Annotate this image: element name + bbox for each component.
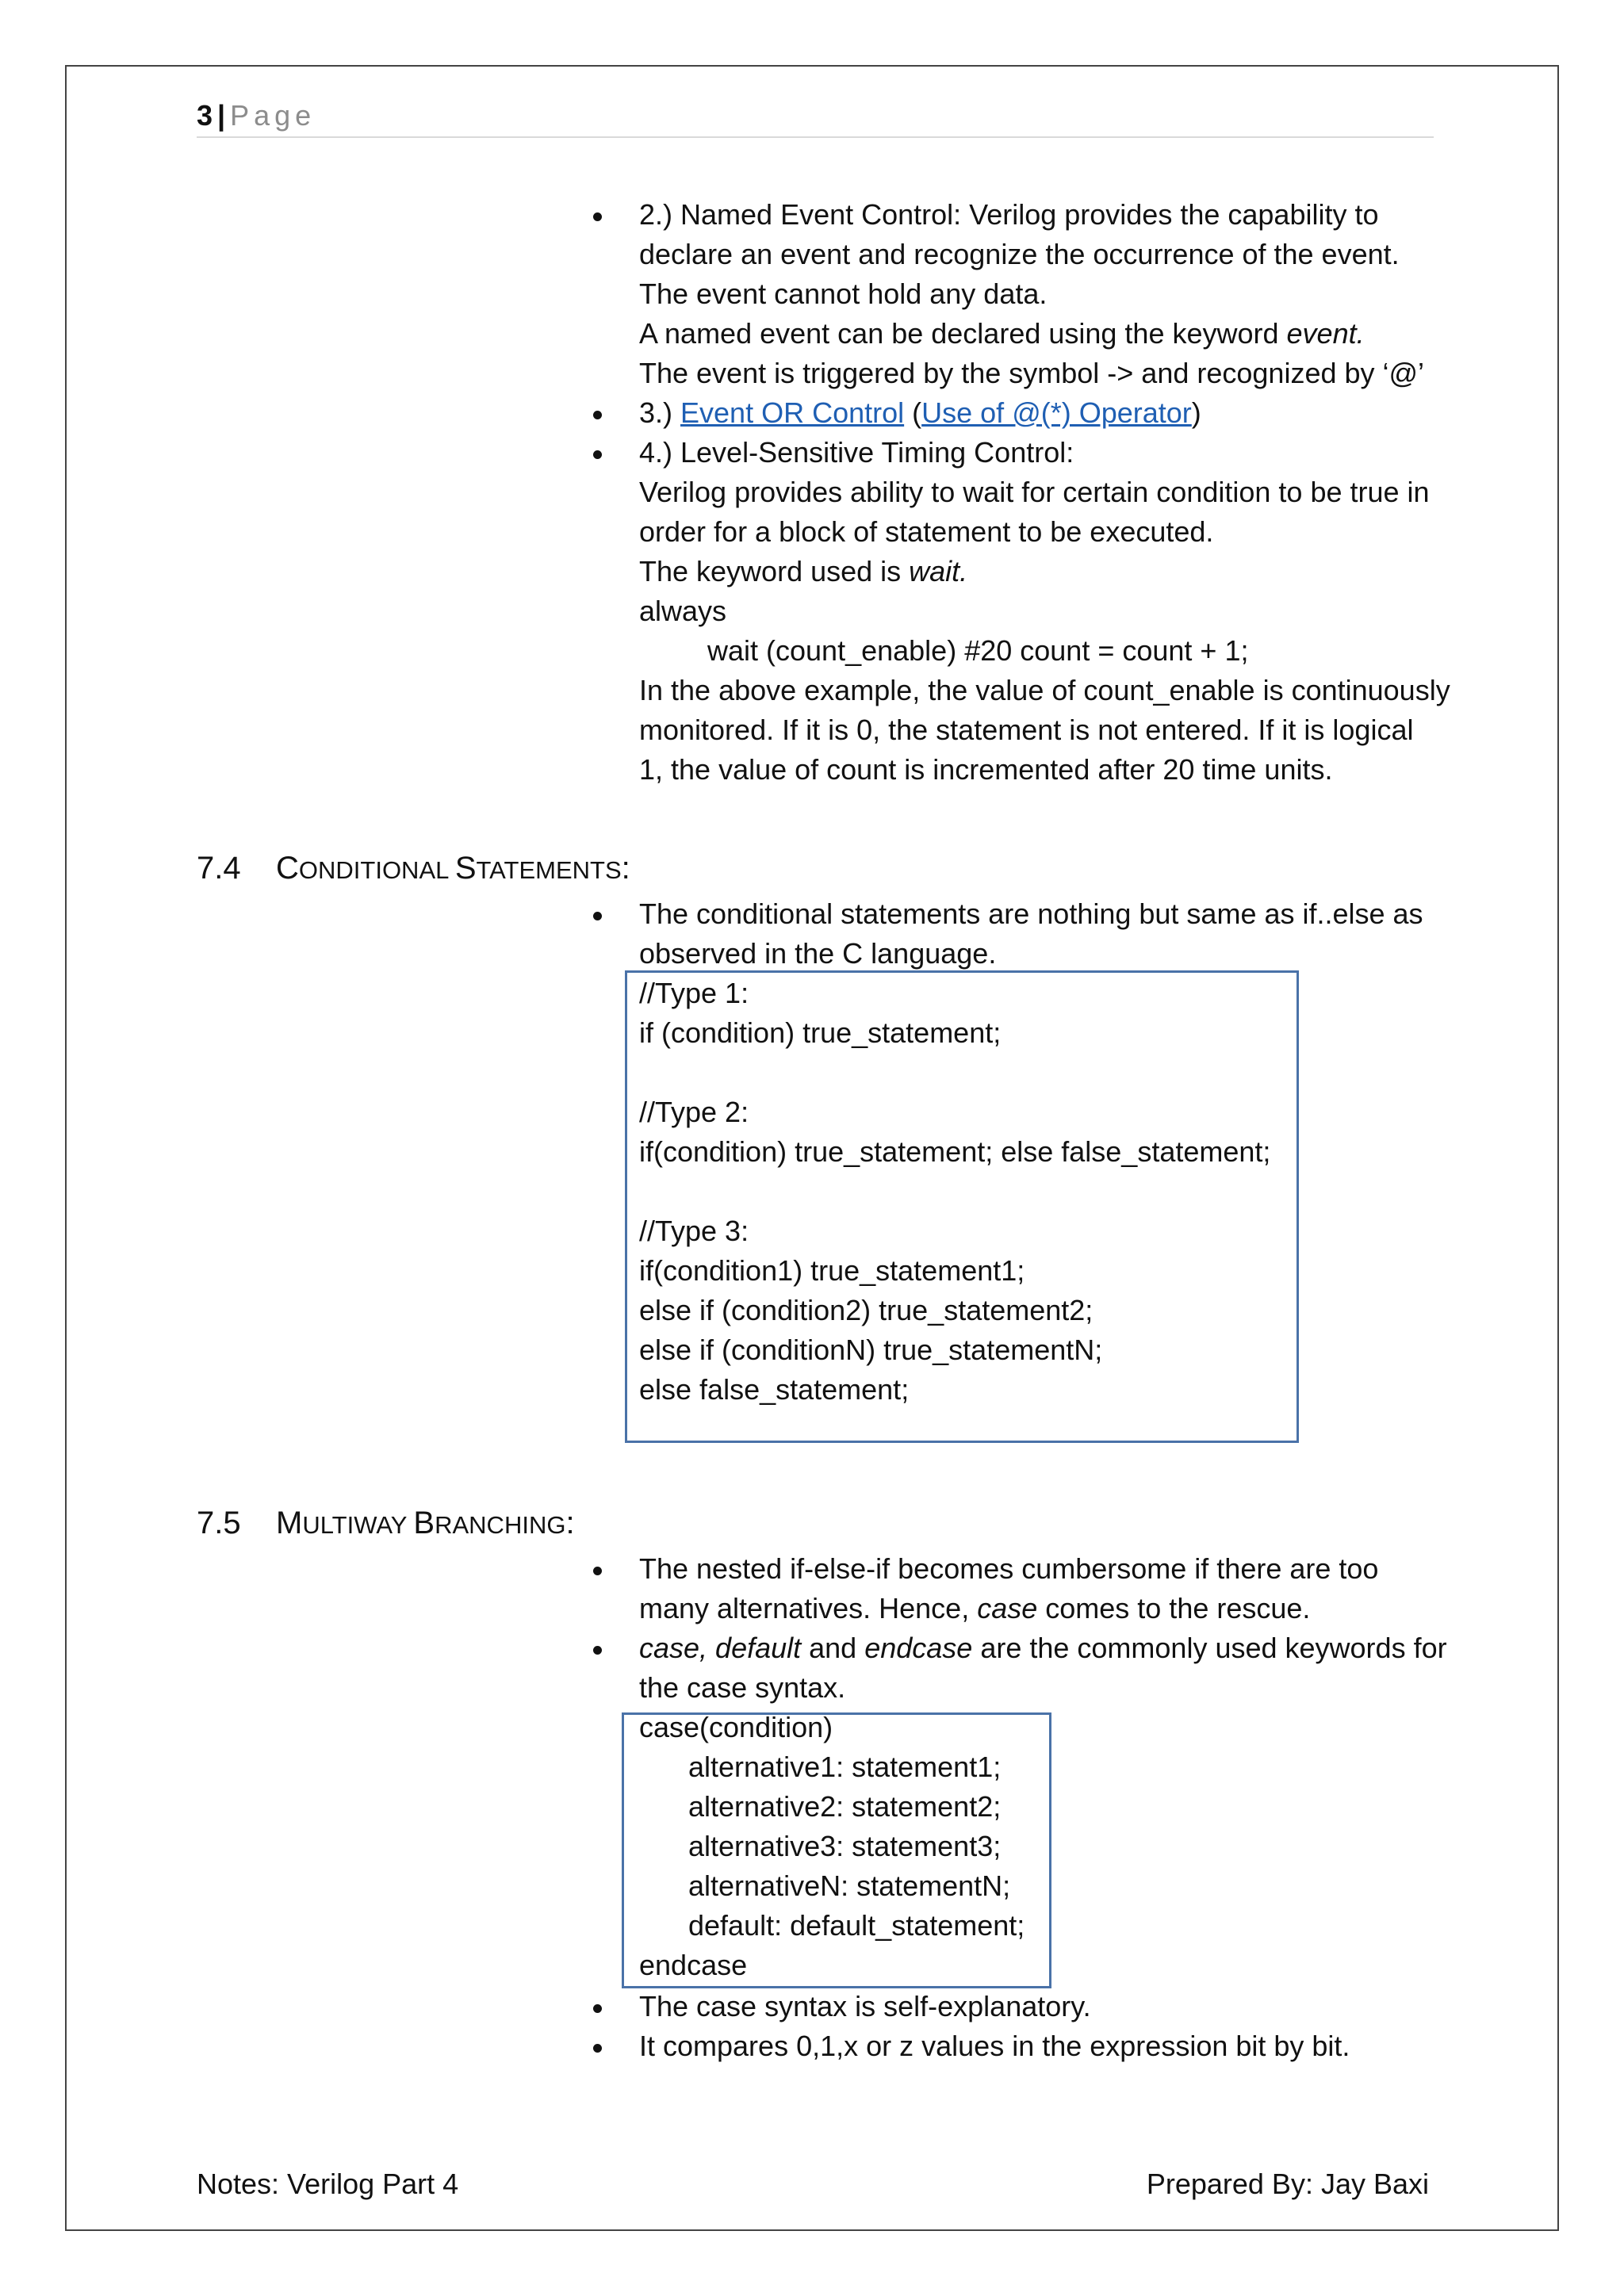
code-line: //Type 1:	[639, 977, 749, 1009]
text-line: The event cannot hold any data.	[639, 277, 1048, 310]
keyword-case: case	[977, 1592, 1038, 1624]
bullet-icon	[593, 912, 602, 920]
event-or-control-link[interactable]: Event OR Control	[680, 396, 905, 429]
footer-left: Notes: Verilog Part 4	[197, 2168, 459, 2200]
conditional-code	[639, 974, 1432, 1410]
list-item-case-keywords	[639, 1628, 1447, 1708]
text-segment: comes to the rescue.	[1037, 1592, 1311, 1624]
use-of-operator-link[interactable]: Use of @(*) Operator	[921, 396, 1192, 429]
code-line: else false_statement;	[639, 1373, 910, 1406]
bullet-icon	[593, 1646, 602, 1655]
text-line: 2.) Named Event Control: Verilog provides the capability to	[639, 198, 1379, 231]
list-item-self-explanatory	[639, 1987, 1432, 2026]
text-line	[639, 1589, 1432, 1628]
code-line: else if (condition2) true_statement2;	[639, 1294, 1094, 1326]
code-line	[639, 1172, 1432, 1211]
code-line: case(condition)	[639, 1711, 833, 1743]
code-line: alternative1: statement1;	[688, 1751, 1002, 1783]
bullet-icon	[593, 2004, 602, 2013]
list-item-level-sensitive	[639, 433, 1450, 790]
text-segment: many alternatives. Hence,	[639, 1592, 978, 1624]
text-line: It compares 0,1,x or z values in the expression bit by bit.	[639, 2030, 1350, 2062]
code-line	[639, 1053, 1432, 1093]
event-control-list	[639, 195, 1450, 790]
text-segment: (	[904, 396, 922, 429]
keyword-case-default: case, default	[639, 1632, 802, 1664]
section-number: 7.5	[197, 1506, 241, 1540]
text-segment: and	[801, 1632, 865, 1664]
text-segment: The keyword used is	[639, 555, 910, 587]
text-line: The event is triggered by the symbol -> and recognized by ‘@’	[639, 357, 1425, 389]
bullet-icon	[593, 1567, 602, 1575]
text-line: The conditional statements are nothing but same as if..else as	[639, 897, 1423, 930]
section-7-4-heading	[197, 848, 630, 890]
code-line: always	[639, 595, 727, 627]
code-line: else if (conditionN) true_statementN;	[639, 1334, 1103, 1366]
text-line	[639, 552, 1432, 591]
text-segment: A named event can be declared using the keyword	[639, 317, 1287, 350]
text-line: The nested if-else-if becomes cumbersome if there are too	[639, 1552, 1379, 1585]
bullet-icon	[593, 450, 602, 459]
keyword-endcase: endcase	[864, 1632, 973, 1664]
list-item-nested-if	[639, 1549, 1432, 1628]
page-label: Page	[230, 99, 316, 132]
text-line	[639, 393, 1432, 433]
code-line: if (condition) true_statement;	[639, 1016, 1002, 1049]
section-number: 7.4	[197, 851, 241, 886]
bullet-icon	[593, 2044, 602, 2053]
list-item-conditional	[639, 894, 1432, 974]
text-line: monitored. If it is 0, the statement is not entered. If it is logical	[639, 714, 1414, 746]
text-line: The case syntax is self-explanatory.	[639, 1990, 1091, 2022]
code-line: alternative2: statement2;	[688, 1790, 1002, 1823]
section-7-5-heading	[197, 1503, 575, 1545]
text-line: observed in the C language.	[639, 937, 997, 970]
heading-letters: ULTIWAY	[302, 1511, 414, 1539]
text-line	[639, 1628, 1447, 1668]
list-item-event-or	[639, 393, 1432, 433]
text-line: In the above example, the value of count_enable is continuously	[639, 674, 1450, 706]
code-line: alternativeN: statementN;	[688, 1869, 1011, 1902]
heading-letter: M	[276, 1506, 303, 1540]
code-line: alternative3: statement3;	[688, 1830, 1002, 1862]
heading-colon: :	[565, 1506, 575, 1540]
text-segment: )	[1191, 396, 1201, 429]
code-line: if(condition1) true_statement1;	[639, 1254, 1025, 1287]
heading-letters: RANCHING	[435, 1511, 566, 1539]
code-line: //Type 3:	[639, 1215, 749, 1247]
keyword-event: event.	[1286, 317, 1365, 350]
text-segment: are the commonly used keywords for	[972, 1632, 1447, 1664]
page-number: 3	[197, 99, 213, 132]
text-line: Verilog provides ability to wait for certain condition to be true in	[639, 476, 1430, 508]
text-line: 4.) Level-Sensitive Timing Control:	[639, 436, 1074, 469]
bullet-icon	[593, 212, 602, 221]
multiway-list	[639, 1549, 1447, 1708]
code-line: endcase	[639, 1949, 748, 1981]
code-line: wait (count_enable) #20 count = count + 1;	[707, 634, 1249, 667]
case-notes-list	[639, 1987, 1432, 2066]
conditional-list	[639, 894, 1432, 974]
code-line: if(condition) true_statement; else false_statement;	[639, 1135, 1271, 1168]
code-line: default: default_statement;	[688, 1909, 1025, 1942]
heading-letter: C	[276, 851, 299, 886]
code-line: //Type 2:	[639, 1096, 749, 1128]
text-line: declare an event and recognize the occurrence of the event.	[639, 238, 1400, 270]
heading-letters: TATEMENTS	[476, 856, 622, 884]
keyword-wait: wait.	[909, 555, 968, 587]
text-line: order for a block of statement to be executed.	[639, 515, 1214, 548]
list-item-named-event	[639, 195, 1432, 393]
text-line: 1, the value of count is incremented after 20 time units.	[639, 753, 1333, 786]
list-item-compares	[639, 2026, 1432, 2066]
heading-letter: S	[454, 851, 477, 886]
text-line	[639, 314, 1432, 354]
page-separator: |	[217, 99, 226, 132]
text-line: the case syntax.	[639, 1671, 846, 1704]
text-segment: 3.)	[639, 396, 681, 429]
heading-letter: B	[413, 1506, 435, 1540]
page-header	[197, 95, 1434, 138]
case-code	[639, 1708, 1432, 1985]
heading-colon: :	[621, 851, 630, 886]
bullet-icon	[593, 411, 602, 419]
footer-right: Prepared By: Jay Baxi	[1146, 2168, 1429, 2200]
heading-letters: ONDITIONAL	[298, 856, 455, 884]
